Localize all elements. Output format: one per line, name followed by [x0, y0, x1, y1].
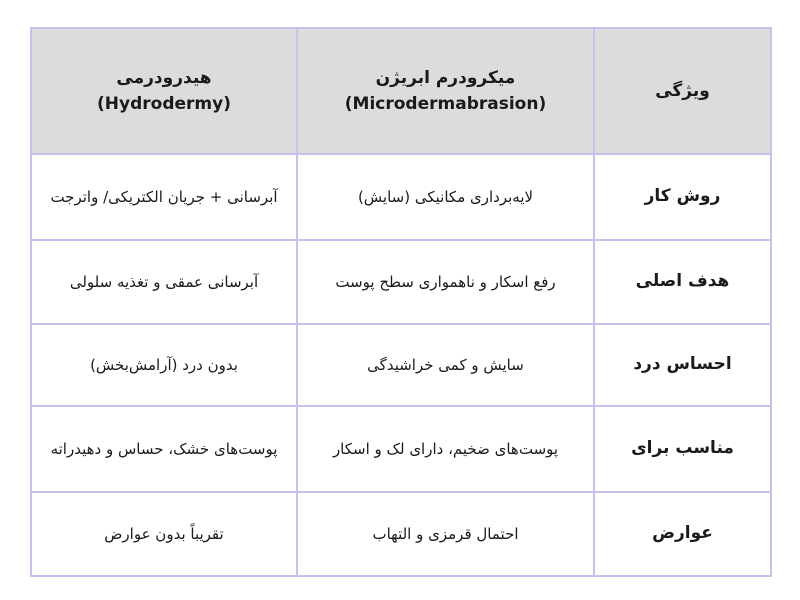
table-row [31, 492, 771, 576]
table-row [31, 154, 771, 240]
hydro-cell: بدون درد (آرامش‌بخش) [31, 324, 297, 406]
feature-cell: احساس درد [594, 324, 771, 406]
micro-cell: رفع اسکار و ناهمواری سطح پوست [297, 240, 594, 324]
micro-cell: لایه‌برداری مکانیکی (سایش) [297, 154, 594, 240]
hydro-cell: آبرسانی عمقی و تغذیه سلولی [31, 240, 297, 324]
comparison-table [30, 27, 772, 577]
table-row [31, 324, 771, 406]
hydro-cell: آبرسانی + جریان الکتریکی/ واترجت [31, 154, 297, 240]
hydro-cell: پوست‌های خشک، حساس و دهیدراته [31, 406, 297, 492]
header-feature-label: ویژگی [655, 80, 710, 101]
header-micro-title: میکرودرم ابریژن [375, 67, 516, 88]
header-hydro-latin: (Hydrodermy) [97, 94, 231, 114]
micro-cell: سایش و کمی خراشیدگی [297, 324, 594, 406]
micro-cell: پوست‌های ضخیم، دارای لک و اسکار [297, 406, 594, 492]
header-hydrodermy [31, 28, 297, 154]
table-row [31, 240, 771, 324]
table-header-row [31, 28, 771, 154]
feature-cell: هدف اصلی [594, 240, 771, 324]
header-microdermabrasion [297, 28, 594, 154]
hydro-cell: تقریباً بدون عوارض [31, 492, 297, 576]
feature-cell: عوارض [594, 492, 771, 576]
micro-cell: احتمال قرمزی و التهاب [297, 492, 594, 576]
header-micro-latin: (Microdermabrasion) [344, 94, 547, 114]
header-hydro-title: هیدرودرمی [116, 67, 212, 88]
feature-cell: مناسب برای [594, 406, 771, 492]
header-feature [594, 28, 771, 154]
feature-cell: روش کار [594, 154, 771, 240]
table-row [31, 406, 771, 492]
